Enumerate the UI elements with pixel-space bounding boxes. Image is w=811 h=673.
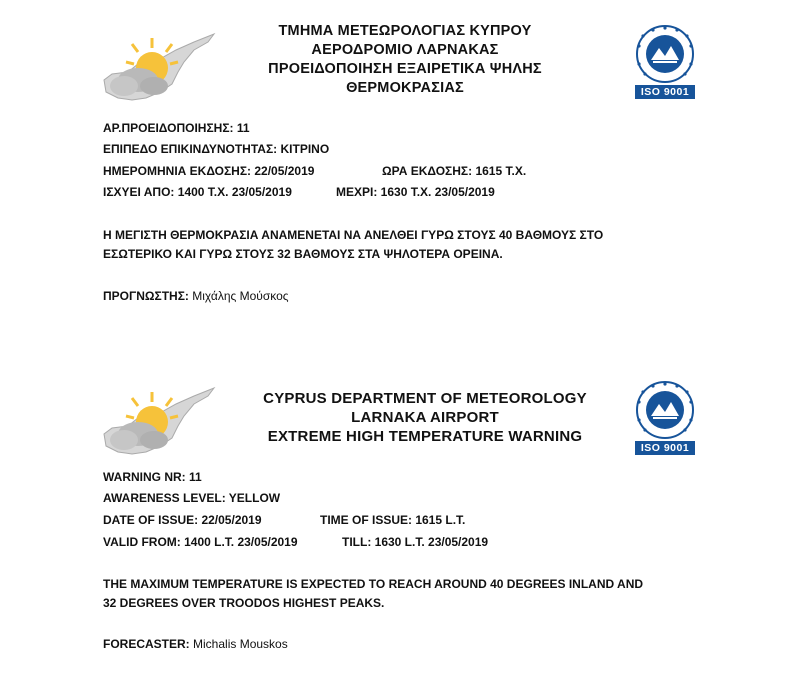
iso-seal-icon [623, 380, 707, 440]
greek-date-of-issue: ΗΜΕΡΟΜΗΝΙΑ ΕΚΔΟΣΗΣ: 22/05/2019 [103, 164, 315, 178]
greek-warning-nr: ΑΡ.ΠΡΟΕΙΔΟΠΟΙΗΣΗΣ: 11 [103, 121, 250, 135]
greek-title-line-2: ΑΕΡΟΔΡΟΜΙΟ ΛΑΡΝΑΚΑΣ [311, 42, 499, 58]
greek-title-line-4: ΘΕΡΜΟΚΡΑΣΙΑΣ [346, 80, 464, 96]
greek-iso-badge [620, 24, 710, 99]
greek-title [240, 22, 570, 98]
english-date-of-issue: DATE OF ISSUE: 22/05/2019 [103, 513, 262, 527]
greek-valid-from: ΙΣΧΥΕΙ ΑΠΟ: 1400 Τ.Χ. 23/05/2019 [103, 185, 292, 199]
english-title-line-1: CYPRUS DEPARTMENT OF METEOROLOGY [263, 390, 587, 407]
english-message-line-1: THE MAXIMUM TEMPERATURE IS EXPECTED TO REACH AROUND 40 DEGREES INLAND AND [103, 577, 644, 591]
english-title [230, 389, 620, 446]
english-forecaster-label: FORECASTER: [103, 637, 190, 651]
english-logo [98, 382, 220, 462]
greek-forecaster-label: ΠΡΟΓΝΩΣΤΗΣ: [103, 289, 189, 303]
english-forecaster-name: Michalis Mouskos [193, 637, 288, 651]
iso-label: ISO 9001 [635, 85, 695, 99]
english-valid-from: VALID FROM: 1400 L.T. 23/05/2019 [103, 535, 298, 549]
greek-message-line-1: Η ΜΕΓΙΣΤΗ ΘΕΡΜΟΚΡΑΣΙΑ ΑΝΑΜΕΝΕΤΑΙ ΝΑ ΑΝΕΛΘΕΙ ΓΥΡΩ ΣΤΟΥΣ 40 ΒΑΘΜΟΥΣ ΣΤΟ [103, 228, 604, 242]
english-iso-badge [620, 380, 710, 455]
english-message-line-2: 32 DEGREES OVER TROODOS HIGHEST PEAKS. [103, 596, 385, 610]
greek-awareness-level: ΕΠΙΠΕΔΟ ΕΠΙΚΙΝΔΥΝΟΤΗΤΑΣ: ΚΙΤΡΙΝΟ [103, 142, 330, 156]
greek-message [103, 226, 703, 264]
english-warning-nr: WARNING NR: 11 [103, 470, 202, 484]
iso-label: ISO 9001 [635, 441, 695, 455]
english-title-line-2: LARNAKA AIRPORT [351, 409, 499, 426]
greek-message-line-2: ΕΣΩΤΕΡΙΚΟ ΚΑΙ ΓΥΡΩ ΣΤΟΥΣ 32 ΒΑΘΜΟΥΣ ΣΤΑ ΨΗΛΟΤΕΡΑ ΟΡΕΙΝΑ. [103, 247, 503, 261]
greek-time-of-issue: ΩΡΑ ΕΚΔΟΣΗΣ: 1615 Τ.Χ. [382, 164, 527, 178]
iso-seal-icon [623, 24, 707, 84]
greek-title-line-3: ΠΡΟΕΙΔΟΠΟΙΗΣΗ ΕΞΑΙΡΕΤΙΚΑ ΨΗΛΗΣ [268, 61, 542, 77]
greek-forecaster [103, 286, 289, 308]
greek-till: ΜΕΧΡΙ: 1630 Τ.Χ. 23/05/2019 [336, 185, 495, 199]
english-forecaster [103, 634, 288, 656]
greek-title-line-1: ΤΜΗΜΑ ΜΕΤΕΩΡΟΛΟΓΙΑΣ ΚΥΠΡΟΥ [278, 23, 532, 39]
english-awareness-level: AWARENESS LEVEL: YELLOW [103, 491, 281, 505]
english-message [103, 575, 723, 613]
greek-forecaster-name: Μιχάλης Μούσκος [192, 289, 289, 303]
greek-logo [98, 28, 220, 108]
english-till: TILL: 1630 L.T. 23/05/2019 [342, 535, 489, 549]
english-time-of-issue: TIME OF ISSUE: 1615 L.T. [320, 513, 466, 527]
english-title-line-3: EXTREME HIGH TEMPERATURE WARNING [267, 428, 583, 445]
